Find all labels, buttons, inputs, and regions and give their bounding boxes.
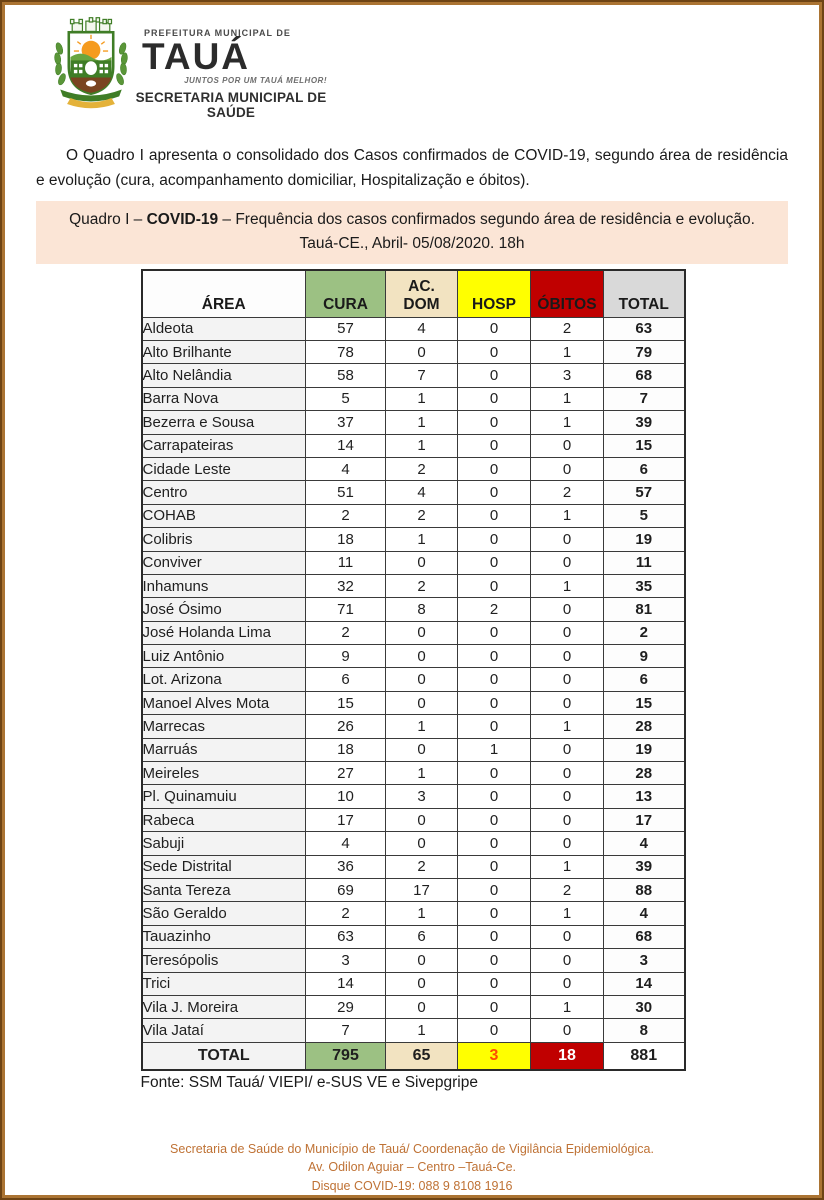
value-cell: 4 xyxy=(604,902,685,925)
table-row xyxy=(142,972,685,995)
area-cell: Rabeca xyxy=(142,808,306,831)
table-row xyxy=(142,645,685,668)
area-cell: Pl. Quinamuiu xyxy=(142,785,306,808)
header-ac-dom xyxy=(386,270,458,318)
table-row xyxy=(142,738,685,761)
value-cell: 1 xyxy=(458,738,531,761)
value-cell: 0 xyxy=(531,1019,604,1042)
value-cell: 0 xyxy=(531,691,604,714)
table-row xyxy=(142,364,685,387)
table-row xyxy=(142,317,685,340)
table-header-row xyxy=(142,270,685,318)
value-cell: 0 xyxy=(386,995,458,1018)
value-cell: 6 xyxy=(604,668,685,691)
value-cell: 0 xyxy=(386,621,458,644)
value-cell: 1 xyxy=(531,715,604,738)
value-cell: 68 xyxy=(604,364,685,387)
value-cell: 36 xyxy=(306,855,386,878)
value-cell: 8 xyxy=(604,1019,685,1042)
value-cell: 1 xyxy=(531,574,604,597)
total-label-cell: TOTAL xyxy=(142,1042,306,1070)
value-cell: 7 xyxy=(604,387,685,410)
value-cell: 0 xyxy=(531,925,604,948)
value-cell: 1 xyxy=(531,902,604,925)
value-cell: 19 xyxy=(604,528,685,551)
value-cell: 37 xyxy=(306,411,386,434)
value-cell: 0 xyxy=(458,364,531,387)
value-cell: 2 xyxy=(306,504,386,527)
value-cell: 1 xyxy=(531,504,604,527)
value-cell: 0 xyxy=(458,972,531,995)
value-cell: 1 xyxy=(531,411,604,434)
value-cell: 0 xyxy=(458,785,531,808)
value-cell: 39 xyxy=(604,411,685,434)
table-row xyxy=(142,902,685,925)
value-cell: 7 xyxy=(306,1019,386,1042)
title-line1-suffix: – Frequência dos casos confirmados segundo área de residência e evolução. xyxy=(218,210,755,228)
value-cell: 57 xyxy=(306,317,386,340)
table-row xyxy=(142,855,685,878)
table-title-bar xyxy=(36,201,788,264)
value-cell: 0 xyxy=(458,925,531,948)
document-footer xyxy=(2,1140,822,1196)
area-cell: Inhamuns xyxy=(142,574,306,597)
value-cell: 5 xyxy=(306,387,386,410)
value-cell: 15 xyxy=(306,691,386,714)
area-cell: Cidade Leste xyxy=(142,457,306,480)
value-cell: 14 xyxy=(306,434,386,457)
area-cell: José Ósimo xyxy=(142,598,306,621)
total-acdom-cell: 65 xyxy=(386,1042,458,1070)
value-cell: 0 xyxy=(386,341,458,364)
value-cell: 3 xyxy=(306,949,386,972)
value-cell: 1 xyxy=(531,387,604,410)
value-cell: 1 xyxy=(531,855,604,878)
area-cell: Santa Tereza xyxy=(142,879,306,902)
area-cell: Sabuji xyxy=(142,832,306,855)
table-row xyxy=(142,551,685,574)
value-cell: 0 xyxy=(386,738,458,761)
value-cell: 9 xyxy=(604,645,685,668)
area-cell: Alto Brilhante xyxy=(142,341,306,364)
value-cell: 57 xyxy=(604,481,685,504)
footer-line2: Av. Odilon Aguiar – Centro –Tauá-Ce. xyxy=(308,1160,516,1175)
area-cell: José Holanda Lima xyxy=(142,621,306,644)
area-cell: Tauazinho xyxy=(142,925,306,948)
area-cell: Colibris xyxy=(142,528,306,551)
area-cell: Carrapateiras xyxy=(142,434,306,457)
value-cell: 2 xyxy=(531,481,604,504)
value-cell: 0 xyxy=(458,411,531,434)
table-row xyxy=(142,411,685,434)
value-cell: 0 xyxy=(386,645,458,668)
header-total: TOTAL xyxy=(604,270,685,318)
value-cell: 0 xyxy=(458,762,531,785)
value-cell: 4 xyxy=(386,481,458,504)
value-cell: 1 xyxy=(386,528,458,551)
value-cell: 17 xyxy=(386,879,458,902)
footer-line1: Secretaria de Saúde do Município de Tauá/ Coordenação de Vigilância Epidemiológica. xyxy=(170,1141,654,1156)
value-cell: 0 xyxy=(386,551,458,574)
value-cell: 69 xyxy=(306,879,386,902)
value-cell: 18 xyxy=(306,528,386,551)
document-header xyxy=(48,16,822,120)
table-row xyxy=(142,691,685,714)
value-cell: 0 xyxy=(531,645,604,668)
title-covid-label: COVID-19 xyxy=(146,210,219,228)
value-cell: 0 xyxy=(458,855,531,878)
table-row xyxy=(142,621,685,644)
value-cell: 1 xyxy=(386,434,458,457)
value-cell: 0 xyxy=(458,879,531,902)
value-cell: 2 xyxy=(531,879,604,902)
value-cell: 0 xyxy=(531,457,604,480)
table-row xyxy=(142,715,685,738)
value-cell: 14 xyxy=(604,972,685,995)
value-cell: 0 xyxy=(531,551,604,574)
value-cell: 0 xyxy=(458,504,531,527)
value-cell: 71 xyxy=(306,598,386,621)
value-cell: 2 xyxy=(458,598,531,621)
area-cell: Lot. Arizona xyxy=(142,668,306,691)
area-cell: Vila Jataí xyxy=(142,1019,306,1042)
area-cell: Aldeota xyxy=(142,317,306,340)
value-cell: 0 xyxy=(458,551,531,574)
table-body xyxy=(142,317,685,1042)
org-name: TAUÁ xyxy=(142,36,251,77)
value-cell: 0 xyxy=(531,738,604,761)
org-small-title: PREFEITURA MUNICIPAL DE xyxy=(144,28,291,38)
value-cell: 0 xyxy=(458,645,531,668)
value-cell: 32 xyxy=(306,574,386,597)
value-cell: 14 xyxy=(306,972,386,995)
table-row xyxy=(142,949,685,972)
value-cell: 17 xyxy=(604,808,685,831)
value-cell: 0 xyxy=(386,808,458,831)
value-cell: 0 xyxy=(458,528,531,551)
value-cell: 0 xyxy=(386,949,458,972)
value-cell: 1 xyxy=(386,902,458,925)
total-total-cell: 881 xyxy=(604,1042,685,1070)
covid-table-container xyxy=(141,269,684,1071)
area-cell: Bezerra e Sousa xyxy=(142,411,306,434)
value-cell: 7 xyxy=(386,364,458,387)
area-cell: Centro xyxy=(142,481,306,504)
area-cell: Conviver xyxy=(142,551,306,574)
total-obitos-cell: 18 xyxy=(531,1042,604,1070)
value-cell: 0 xyxy=(531,762,604,785)
area-cell: Manoel Alves Mota xyxy=(142,691,306,714)
value-cell: 0 xyxy=(531,528,604,551)
value-cell: 0 xyxy=(458,457,531,480)
value-cell: 0 xyxy=(458,317,531,340)
value-cell: 0 xyxy=(531,949,604,972)
value-cell: 6 xyxy=(604,457,685,480)
value-cell: 4 xyxy=(604,832,685,855)
value-cell: 1 xyxy=(386,1019,458,1042)
value-cell: 79 xyxy=(604,341,685,364)
value-cell: 2 xyxy=(306,902,386,925)
value-cell: 0 xyxy=(386,691,458,714)
value-cell: 6 xyxy=(386,925,458,948)
value-cell: 5 xyxy=(604,504,685,527)
value-cell: 2 xyxy=(386,504,458,527)
value-cell: 18 xyxy=(306,738,386,761)
value-cell: 11 xyxy=(306,551,386,574)
value-cell: 0 xyxy=(458,621,531,644)
area-cell: Trici xyxy=(142,972,306,995)
value-cell: 19 xyxy=(604,738,685,761)
area-cell: Barra Nova xyxy=(142,387,306,410)
area-cell: Meireles xyxy=(142,762,306,785)
total-hosp-cell: 3 xyxy=(458,1042,531,1070)
value-cell: 6 xyxy=(306,668,386,691)
value-cell: 0 xyxy=(458,949,531,972)
value-cell: 15 xyxy=(604,691,685,714)
value-cell: 0 xyxy=(531,808,604,831)
value-cell: 2 xyxy=(386,457,458,480)
table-row xyxy=(142,808,685,831)
value-cell: 0 xyxy=(458,387,531,410)
value-cell: 0 xyxy=(458,808,531,831)
department-title: SECRETARIA MUNICIPAL DE SAÚDE xyxy=(135,90,327,120)
value-cell: 58 xyxy=(306,364,386,387)
table-total-row xyxy=(142,1042,685,1070)
value-cell: 2 xyxy=(531,317,604,340)
table-row xyxy=(142,504,685,527)
value-cell: 0 xyxy=(458,715,531,738)
value-cell: 0 xyxy=(531,785,604,808)
header-obitos: ÓBITOS xyxy=(531,270,604,318)
value-cell: 0 xyxy=(531,598,604,621)
value-cell: 30 xyxy=(604,995,685,1018)
value-cell: 9 xyxy=(306,645,386,668)
header-cura: CURA xyxy=(306,270,386,318)
value-cell: 1 xyxy=(386,762,458,785)
title-line2: Tauá-CE., Abril- 05/08/2020. 18h xyxy=(299,234,525,252)
footer-line3: Disque COVID-19: 088 9 8108 1916 xyxy=(311,1179,513,1194)
value-cell: 29 xyxy=(306,995,386,1018)
covid-table xyxy=(141,269,686,1071)
value-cell: 13 xyxy=(604,785,685,808)
value-cell: 8 xyxy=(386,598,458,621)
value-cell: 28 xyxy=(604,762,685,785)
value-cell: 0 xyxy=(458,481,531,504)
value-cell: 1 xyxy=(531,341,604,364)
value-cell: 1 xyxy=(386,411,458,434)
table-row xyxy=(142,668,685,691)
value-cell: 51 xyxy=(306,481,386,504)
value-cell: 0 xyxy=(458,668,531,691)
value-cell: 0 xyxy=(458,1019,531,1042)
value-cell: 3 xyxy=(604,949,685,972)
intro-paragraph: O Quadro I apresenta o consolidado dos Casos confirmados de COVID-19, segundo área de residência e evolução (cura, acompanhamento domiciliar, Hospitalização e óbitos). xyxy=(36,147,788,189)
area-cell: Luiz Antônio xyxy=(142,645,306,668)
table-row xyxy=(142,1019,685,1042)
area-cell: Marruás xyxy=(142,738,306,761)
value-cell: 3 xyxy=(531,364,604,387)
table-row xyxy=(142,434,685,457)
value-cell: 0 xyxy=(458,434,531,457)
value-cell: 0 xyxy=(458,995,531,1018)
value-cell: 0 xyxy=(531,621,604,644)
value-cell: 78 xyxy=(306,341,386,364)
value-cell: 0 xyxy=(458,574,531,597)
table-row xyxy=(142,785,685,808)
header-hosp: HOSP xyxy=(458,270,531,318)
value-cell: 3 xyxy=(386,785,458,808)
table-row xyxy=(142,387,685,410)
area-cell: Marrecas xyxy=(142,715,306,738)
value-cell: 88 xyxy=(604,879,685,902)
value-cell: 0 xyxy=(458,902,531,925)
value-cell: 0 xyxy=(458,691,531,714)
header-area: ÁREA xyxy=(142,270,306,318)
org-slogan: JUNTOS POR UM TAUÁ MELHOR! xyxy=(184,76,327,85)
org-title-block xyxy=(142,28,372,85)
area-cell: Sede Distrital xyxy=(142,855,306,878)
value-cell: 81 xyxy=(604,598,685,621)
value-cell: 4 xyxy=(306,457,386,480)
area-cell: São Geraldo xyxy=(142,902,306,925)
value-cell: 26 xyxy=(306,715,386,738)
value-cell: 0 xyxy=(386,972,458,995)
value-cell: 0 xyxy=(386,832,458,855)
total-cura-cell: 795 xyxy=(306,1042,386,1070)
value-cell: 1 xyxy=(386,387,458,410)
table-row xyxy=(142,481,685,504)
table-row xyxy=(142,341,685,364)
table-row xyxy=(142,457,685,480)
title-line1-prefix: Quadro I – xyxy=(69,210,147,228)
value-cell: 39 xyxy=(604,855,685,878)
value-cell: 17 xyxy=(306,808,386,831)
header-ac-dom-label: AC. DOM xyxy=(403,277,440,313)
value-cell: 0 xyxy=(458,832,531,855)
value-cell: 1 xyxy=(531,995,604,1018)
value-cell: 4 xyxy=(386,317,458,340)
value-cell: 15 xyxy=(604,434,685,457)
table-row xyxy=(142,879,685,902)
value-cell: 0 xyxy=(531,832,604,855)
area-cell: Alto Nelândia xyxy=(142,364,306,387)
value-cell: 11 xyxy=(604,551,685,574)
table-row xyxy=(142,832,685,855)
value-cell: 68 xyxy=(604,925,685,948)
value-cell: 63 xyxy=(604,317,685,340)
value-cell: 0 xyxy=(531,434,604,457)
table-row xyxy=(142,925,685,948)
value-cell: 10 xyxy=(306,785,386,808)
value-cell: 2 xyxy=(604,621,685,644)
table-row xyxy=(142,528,685,551)
value-cell: 63 xyxy=(306,925,386,948)
value-cell: 0 xyxy=(531,972,604,995)
value-cell: 27 xyxy=(306,762,386,785)
value-cell: 1 xyxy=(386,715,458,738)
value-cell: 4 xyxy=(306,832,386,855)
value-cell: 35 xyxy=(604,574,685,597)
value-cell: 0 xyxy=(386,668,458,691)
table-row xyxy=(142,598,685,621)
value-cell: 2 xyxy=(386,574,458,597)
value-cell: 2 xyxy=(386,855,458,878)
area-cell: Vila J. Moreira xyxy=(142,995,306,1018)
table-row xyxy=(142,574,685,597)
table-row xyxy=(142,995,685,1018)
source-note: Fonte: SSM Tauá/ VIEPI/ e-SUS VE e Sivepgripe xyxy=(140,1073,478,1091)
value-cell: 2 xyxy=(306,621,386,644)
area-cell: Teresópolis xyxy=(142,949,306,972)
value-cell: 0 xyxy=(531,668,604,691)
table-row xyxy=(142,762,685,785)
area-cell: COHAB xyxy=(142,504,306,527)
value-cell: 0 xyxy=(458,341,531,364)
value-cell: 28 xyxy=(604,715,685,738)
